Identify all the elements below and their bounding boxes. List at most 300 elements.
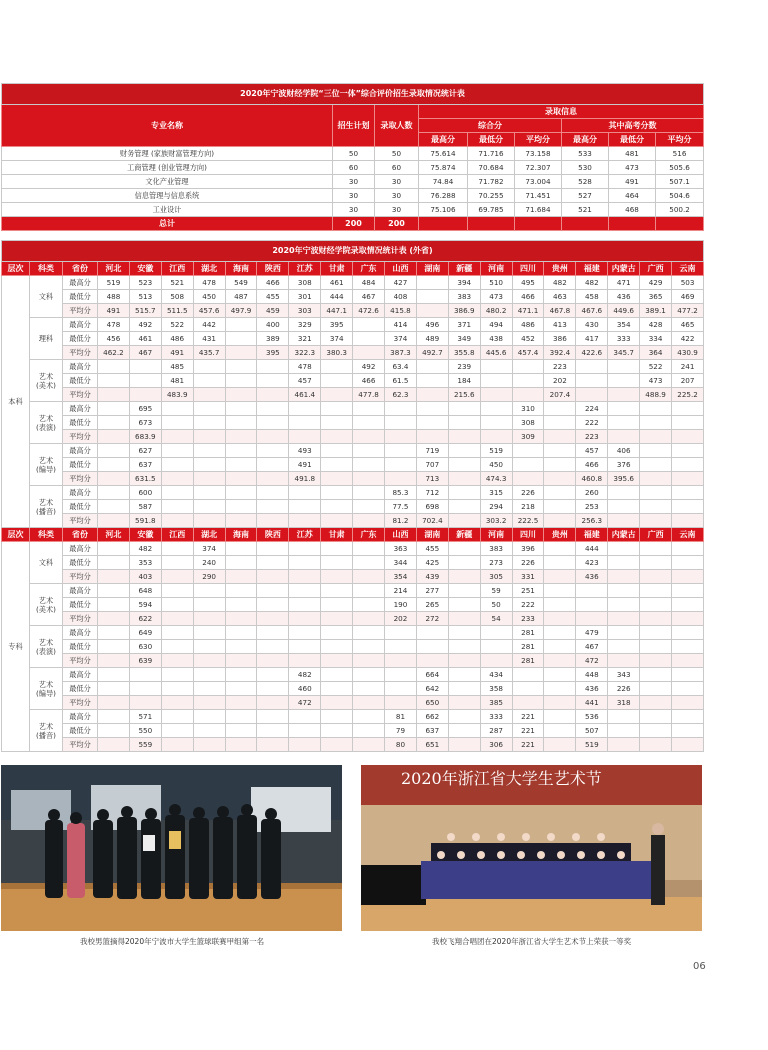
score-cell: [98, 444, 130, 458]
score-cell: [640, 416, 672, 430]
category-cell: 艺术 (编导): [30, 668, 63, 710]
major-name: 文化产业管理: [2, 175, 333, 189]
table1-gaokao-max: 最高分: [562, 133, 609, 147]
score-cell: 522: [640, 360, 672, 374]
score-cell: [321, 542, 353, 556]
score-cell: [608, 710, 640, 724]
column-header: 湖南: [416, 262, 448, 276]
stat-label: 最低分: [63, 290, 98, 304]
stat-label: 平均分: [63, 388, 98, 402]
score-cell: [257, 388, 289, 402]
score-cell: [640, 402, 672, 416]
score-cell: [289, 598, 321, 612]
score-cell: [385, 640, 417, 654]
total-cell: [656, 217, 704, 231]
score-cell: [512, 374, 544, 388]
score-cell: 333: [480, 710, 512, 724]
score-cell: [289, 570, 321, 584]
score-cell: 444: [576, 542, 608, 556]
score-cell: [289, 626, 321, 640]
score-cell: 413: [544, 318, 576, 332]
score-cell: [353, 598, 385, 612]
score-cell: [353, 500, 385, 514]
column-header: 海南: [225, 528, 257, 542]
score-cell: [544, 738, 576, 752]
table-row: [2, 189, 704, 203]
score-cell: 467: [576, 640, 608, 654]
score-cell: [416, 360, 448, 374]
score-cell: 719: [416, 444, 448, 458]
score-cell: 434: [480, 668, 512, 682]
score-cell: 374: [193, 542, 225, 556]
score-cell: 50: [480, 598, 512, 612]
score-cell: [544, 514, 576, 528]
total-row: [2, 217, 704, 231]
score-cell: [225, 402, 257, 416]
score-cell: [576, 598, 608, 612]
score-cell: [98, 696, 130, 710]
score-cell: 344: [385, 556, 417, 570]
score-cell: 472.6: [353, 304, 385, 318]
score-cell: 473: [640, 374, 672, 388]
score-cell: [98, 710, 130, 724]
score-cell: [225, 472, 257, 486]
table-row: [2, 514, 704, 528]
score-cell: [672, 640, 704, 654]
score-cell: [257, 458, 289, 472]
stat-label: 最低分: [63, 332, 98, 346]
score-cell: [321, 570, 353, 584]
table-row: [2, 402, 704, 416]
score-cell: [512, 388, 544, 402]
score-cell: 460.8: [576, 472, 608, 486]
score-cell: 484: [353, 276, 385, 290]
score-cell: [672, 416, 704, 430]
score-cell: [448, 472, 480, 486]
score-cell: [225, 696, 257, 710]
category-cell: 理科: [30, 318, 63, 360]
score-cell: 315: [480, 486, 512, 500]
score-cell: 207.4: [544, 388, 576, 402]
score-cell: [672, 458, 704, 472]
table-row: [2, 318, 704, 332]
score-cell: 85.3: [385, 486, 417, 500]
score-cell: 256.3: [576, 514, 608, 528]
score-cell: 482: [544, 276, 576, 290]
score-cell: [161, 668, 193, 682]
score-cell: [480, 388, 512, 402]
score-cell: 306: [480, 738, 512, 752]
score-cell: 480.2: [480, 304, 512, 318]
score-cell: [321, 654, 353, 668]
column-header: 山西: [385, 262, 417, 276]
score-cell: 491: [609, 175, 656, 189]
score-cell: [289, 738, 321, 752]
table1-plan-header: 招生计划: [333, 105, 375, 147]
score-cell: 500.2: [656, 203, 704, 217]
column-header: 湖北: [193, 528, 225, 542]
score-cell: [385, 682, 417, 696]
stat-label: 最高分: [63, 360, 98, 374]
province-header-row: [2, 262, 704, 276]
score-cell: [129, 682, 161, 696]
score-cell: 485: [161, 360, 193, 374]
score-cell: [544, 710, 576, 724]
score-cell: [257, 430, 289, 444]
column-header: 内蒙古: [608, 528, 640, 542]
score-cell: 294: [480, 500, 512, 514]
score-cell: [448, 738, 480, 752]
score-cell: 642: [416, 682, 448, 696]
score-cell: 436: [576, 682, 608, 696]
score-cell: [448, 654, 480, 668]
score-cell: 497.9: [225, 304, 257, 318]
score-cell: 50: [375, 147, 419, 161]
column-header: 安徽: [129, 262, 161, 276]
score-cell: [640, 486, 672, 500]
score-cell: [257, 710, 289, 724]
score-cell: [672, 472, 704, 486]
score-cell: 491.8: [289, 472, 321, 486]
basketball-team-photo: [1, 765, 342, 931]
score-cell: [544, 682, 576, 696]
score-cell: [98, 360, 130, 374]
score-cell: 226: [512, 486, 544, 500]
major-name: 工业设计: [2, 203, 333, 217]
score-cell: [98, 374, 130, 388]
column-header: 甘肃: [321, 262, 353, 276]
score-cell: 449.6: [608, 304, 640, 318]
score-cell: 461.4: [289, 388, 321, 402]
score-cell: 365: [640, 290, 672, 304]
score-cell: [353, 444, 385, 458]
stat-label: 平均分: [63, 696, 98, 710]
score-cell: [225, 318, 257, 332]
score-cell: [161, 472, 193, 486]
score-cell: [576, 612, 608, 626]
score-cell: 61.5: [385, 374, 417, 388]
score-cell: 354: [385, 570, 417, 584]
score-cell: 430: [576, 318, 608, 332]
score-cell: [321, 444, 353, 458]
score-cell: [640, 640, 672, 654]
score-cell: [289, 640, 321, 654]
score-cell: 75.874: [419, 161, 468, 175]
score-cell: [416, 388, 448, 402]
score-cell: [257, 570, 289, 584]
score-cell: [448, 696, 480, 710]
score-cell: [640, 570, 672, 584]
table-row: [2, 332, 704, 346]
column-header: 山西: [385, 528, 417, 542]
score-cell: [640, 696, 672, 710]
score-cell: [608, 612, 640, 626]
score-cell: [385, 416, 417, 430]
score-cell: [672, 738, 704, 752]
score-cell: 637: [416, 724, 448, 738]
score-cell: [544, 570, 576, 584]
score-cell: 70.255: [468, 189, 515, 203]
score-cell: 305: [480, 570, 512, 584]
score-cell: 400: [257, 318, 289, 332]
score-cell: 233: [512, 612, 544, 626]
score-cell: [161, 500, 193, 514]
score-cell: [161, 710, 193, 724]
score-cell: 466: [512, 290, 544, 304]
score-cell: [544, 472, 576, 486]
score-cell: [608, 542, 640, 556]
score-cell: [672, 598, 704, 612]
score-cell: 458: [576, 290, 608, 304]
score-cell: [225, 346, 257, 360]
score-cell: [225, 584, 257, 598]
score-cell: 510: [480, 276, 512, 290]
stat-label: 最高分: [63, 710, 98, 724]
stat-label: 平均分: [63, 738, 98, 752]
score-cell: [448, 668, 480, 682]
score-cell: 527: [562, 189, 609, 203]
stat-label: 平均分: [63, 472, 98, 486]
category-cell: 艺术 (表演): [30, 626, 63, 668]
score-cell: 439: [416, 570, 448, 584]
table1-admitted-header: 录取人数: [375, 105, 419, 147]
score-cell: [321, 374, 353, 388]
score-cell: [544, 598, 576, 612]
score-cell: [193, 598, 225, 612]
score-cell: 30: [375, 175, 419, 189]
score-cell: 492.7: [416, 346, 448, 360]
score-cell: [98, 626, 130, 640]
score-cell: [385, 458, 417, 472]
score-cell: 395: [321, 318, 353, 332]
column-header: 新疆: [448, 262, 480, 276]
score-cell: 478: [98, 318, 130, 332]
score-cell: [193, 444, 225, 458]
column-header: 广西: [640, 262, 672, 276]
score-cell: 508: [161, 290, 193, 304]
score-cell: 651: [416, 738, 448, 752]
score-cell: 507.1: [656, 175, 704, 189]
stat-label: 最低分: [63, 556, 98, 570]
score-cell: 225.2: [672, 388, 704, 402]
score-cell: [225, 458, 257, 472]
table-row: [2, 556, 704, 570]
score-cell: 530: [562, 161, 609, 175]
score-cell: [321, 388, 353, 402]
score-cell: 591.8: [129, 514, 161, 528]
score-cell: 321: [289, 332, 321, 346]
score-cell: 224: [576, 402, 608, 416]
score-cell: 457.4: [512, 346, 544, 360]
score-cell: 354: [608, 318, 640, 332]
score-cell: 273: [480, 556, 512, 570]
score-cell: 519: [98, 276, 130, 290]
score-cell: 73.158: [515, 147, 562, 161]
score-cell: [480, 374, 512, 388]
score-cell: [448, 682, 480, 696]
score-cell: [321, 360, 353, 374]
score-cell: 471.1: [512, 304, 544, 318]
column-header: 河南: [480, 528, 512, 542]
stat-label: 最高分: [63, 542, 98, 556]
score-cell: [257, 612, 289, 626]
score-cell: [416, 430, 448, 444]
score-cell: [608, 626, 640, 640]
score-cell: [193, 458, 225, 472]
category-cell: 艺术 (播音): [30, 710, 63, 752]
score-cell: 435.7: [193, 346, 225, 360]
score-cell: [98, 458, 130, 472]
score-cell: [161, 682, 193, 696]
score-cell: 73.004: [515, 175, 562, 189]
level-cell: 专科: [2, 542, 30, 752]
score-cell: 600: [129, 486, 161, 500]
score-cell: [544, 654, 576, 668]
score-cell: [193, 696, 225, 710]
column-header: 湖南: [416, 528, 448, 542]
score-cell: [193, 500, 225, 514]
score-cell: [608, 486, 640, 500]
score-cell: [289, 710, 321, 724]
score-cell: 374: [321, 332, 353, 346]
column-header: 湖北: [193, 262, 225, 276]
score-cell: [98, 738, 130, 752]
score-cell: [257, 738, 289, 752]
score-cell: [161, 514, 193, 528]
score-cell: [448, 640, 480, 654]
score-cell: [321, 472, 353, 486]
score-cell: 473: [609, 161, 656, 175]
score-cell: 491: [98, 304, 130, 318]
score-cell: [608, 654, 640, 668]
score-cell: [193, 388, 225, 402]
score-cell: [353, 640, 385, 654]
score-cell: 214: [385, 584, 417, 598]
column-header: 新疆: [448, 528, 480, 542]
score-cell: [321, 486, 353, 500]
score-cell: 503: [672, 276, 704, 290]
score-cell: [385, 444, 417, 458]
table-row: [2, 500, 704, 514]
score-cell: [257, 682, 289, 696]
score-cell: 345.7: [608, 346, 640, 360]
score-cell: [448, 584, 480, 598]
score-cell: 450: [480, 458, 512, 472]
score-cell: 463: [544, 290, 576, 304]
score-cell: 395.6: [608, 472, 640, 486]
score-cell: 466: [257, 276, 289, 290]
column-header: 广西: [640, 528, 672, 542]
admission-table-out-of-province: [1, 240, 704, 752]
score-cell: 69.785: [468, 203, 515, 217]
score-cell: 482: [289, 668, 321, 682]
score-cell: 272: [416, 612, 448, 626]
score-cell: 71.684: [515, 203, 562, 217]
score-cell: [353, 626, 385, 640]
column-header: 四川: [512, 528, 544, 542]
score-cell: 222: [576, 416, 608, 430]
score-cell: [98, 514, 130, 528]
column-header: 福建: [576, 262, 608, 276]
score-cell: [448, 416, 480, 430]
score-cell: [257, 514, 289, 528]
score-cell: [193, 416, 225, 430]
score-cell: [161, 416, 193, 430]
score-cell: 392.4: [544, 346, 576, 360]
score-cell: 627: [129, 444, 161, 458]
score-cell: [416, 402, 448, 416]
score-cell: [161, 626, 193, 640]
score-cell: [672, 430, 704, 444]
category-cell: 文科: [30, 542, 63, 584]
score-cell: 422.6: [576, 346, 608, 360]
score-cell: 415.8: [385, 304, 417, 318]
score-cell: [640, 472, 672, 486]
score-cell: 221: [512, 738, 544, 752]
score-cell: 223: [544, 360, 576, 374]
score-cell: 202: [385, 612, 417, 626]
score-cell: 30: [333, 203, 375, 217]
score-cell: 349: [448, 332, 480, 346]
stat-label: 最高分: [63, 318, 98, 332]
score-cell: 281: [512, 654, 544, 668]
score-cell: 81: [385, 710, 417, 724]
score-cell: [416, 290, 448, 304]
score-cell: 423: [576, 556, 608, 570]
score-cell: 383: [480, 542, 512, 556]
score-cell: [672, 612, 704, 626]
total-cell: 总计: [2, 217, 333, 231]
score-cell: [608, 556, 640, 570]
score-cell: 376: [608, 458, 640, 472]
score-cell: 496: [416, 318, 448, 332]
score-cell: [321, 416, 353, 430]
score-cell: 71.451: [515, 189, 562, 203]
score-cell: 457: [289, 374, 321, 388]
score-cell: [608, 640, 640, 654]
score-cell: 251: [512, 584, 544, 598]
score-cell: 477.8: [353, 388, 385, 402]
score-cell: [353, 542, 385, 556]
score-cell: [289, 514, 321, 528]
column-header: 河北: [98, 528, 130, 542]
stat-label: 最高分: [63, 276, 98, 290]
score-cell: [98, 612, 130, 626]
table-row: [2, 696, 704, 710]
score-cell: [321, 724, 353, 738]
table-row: [2, 203, 704, 217]
score-cell: 550: [129, 724, 161, 738]
score-cell: 430.9: [672, 346, 704, 360]
stat-label: 平均分: [63, 654, 98, 668]
table-row: [2, 472, 704, 486]
score-cell: 226: [608, 682, 640, 696]
table-row: [2, 416, 704, 430]
score-cell: [544, 612, 576, 626]
score-cell: 448: [576, 668, 608, 682]
score-cell: [193, 472, 225, 486]
score-cell: 333: [608, 332, 640, 346]
table-row: [2, 486, 704, 500]
score-cell: [257, 360, 289, 374]
stat-label: 最低分: [63, 458, 98, 472]
score-cell: [640, 668, 672, 682]
score-cell: 473: [480, 290, 512, 304]
table-row: [2, 175, 704, 189]
table-row: [2, 147, 704, 161]
score-cell: [257, 472, 289, 486]
score-cell: 260: [576, 486, 608, 500]
